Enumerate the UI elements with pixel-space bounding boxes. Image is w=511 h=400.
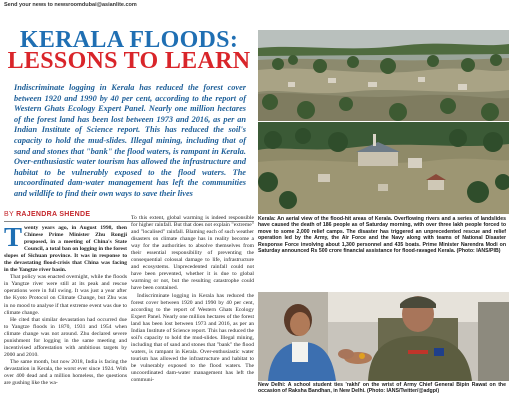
- article-column-1: [4, 222, 127, 387]
- lead-paragraph: [4, 222, 127, 274]
- flooded-village-rooftops-photo: [258, 122, 509, 214]
- byline-author: RAJENDRA SHENDE: [16, 211, 91, 218]
- drop-cap: T: [4, 222, 23, 252]
- body-paragraph: Indiscriminate logging in Kerala has reduced the forest cover between 1920 and 1990 by 40 per cent, according to the report of Western Ghats Ecology Expert Panel. Nearly one million hectares of the forest land has been lost between 1973 and 2016, as per an Indian Institute of Science report. This has reduced the soil's capacity to hold the mud-slides. Illegal mining, including that of sand and stones that "bank" the flood waters, is rampant in Kerala. Over-enthusiastic water tourism has allowed the infrastructure and habitat to be vulnerably exposed to the flood waters. The uncoordinated dam-water management has left the communi-: [131, 292, 254, 384]
- bottom-photo-caption: New Delhi: A school student ties 'rakhi' on the wrist of Army Chief General Bipin Rawat on the occasion of Raksha Bandhan, in New Delhi. (Photo: IANS/Twitter/@adgpi): [258, 382, 506, 395]
- headline-line-2: LESSONS TO LEARN: [7, 48, 251, 74]
- army-chief-rakhi-photo: [258, 292, 509, 381]
- standfirst: Indiscriminate logging in Kerala has reduced the forest cover between 1920 and 1990 by 40 per cent, according to the report of Western Ghats Ecology Expert Panel. Nearly one million hectares of the forest land has been lost between 1973 and 2016, as per an Indian Institute of Science report. This has reduced the soil's capacity to hold the mud-slides. Illegal mining, including that of sand and stones that "bank" the flood waters, is rampant in Kerala. Over-enthusiastic water tourism has allowed the infrastructure and habitat to be vulnerably exposed to the flood waters. The uncoordinated dam-water management has left the communities and wildlife to find their own ways to save their lives: [14, 83, 246, 198]
- aerial-flood-photo: [258, 30, 509, 121]
- headline-line-1: KERALA FLOODS:: [19, 27, 239, 53]
- page-title: [4, 27, 254, 74]
- byline: [4, 211, 144, 218]
- article-column-2: [131, 215, 254, 384]
- body-paragraph: The same month, but now 2018, India is facing the devastation in Kerala, the worst ever since 1924. With over 400 dead and a million homeless, the questions are gushing like the wa-: [4, 358, 127, 387]
- body-paragraph: To this extent, global warming is indeed responsible for higher rainfall. But that does not explain "extreme" and "localised" rainfall. Blaming each of such weather disasters on climate change has in reality become a way for the authorities to absolve themselves from their essential responsibility of preventing the consequential colossal damage to life, infrastructure and ecosystems. Unprecedented rainfall could not have been prevented, whether it is due to global warming or not, but the resulting catastrophe could have been contained.: [131, 215, 254, 292]
- lead-text: wenty years ago, in August 1998, then Chinese Prime Minister Zhu Rongji proposed, in a meeting of China's State Council, a total ban on logging in the forest slopes of Sichuan province. It was in response to the devastating flood-crisis that China was facing in the Yangtze river basin.: [4, 225, 127, 274]
- body-paragraph: He cited that similar devastation had occurred due to Yangtze floods in 1870, 1931 and 1954 when climate change was not around. Zhu declared severe punishment for logging in the same meeting and incentivised afforestation with ambitious targets by 2000 and 2010.: [4, 316, 127, 358]
- byline-prefix: BY: [4, 211, 14, 218]
- submission-note: Send your news to newsroomdubai@asianlite.com: [4, 2, 137, 8]
- top-photo-caption: Kerala: An aerial view of the flood-hit areas of Kerala. Overflowing rivers and a series of landslides have caused the death of 186 people as of Saturday morning, with over three lakh people forced to move to some 2,000 relief camps. The disaster has triggered an unprecedented rescue and relief operation led by the Army, the Air Force and the Navy along with teams of National Disaster Response Force involving about 1,300 personnel and 435 boats. Prime Minister Narendra Modi on Saturday announced Rs 500 crore financial assistance for flood-ravaged Kerala. (Photo: IANS/PIB): [258, 216, 506, 255]
- body-paragraph: That policy was enacted overnight, while the floods in Yangtze river were still at its peak and rescue operations were in full swing. It was just a year after the Kyoto Protocol on Climate Change, but Zhu was in no mood to analyse if that extreme event was due to climate change.: [4, 274, 127, 316]
